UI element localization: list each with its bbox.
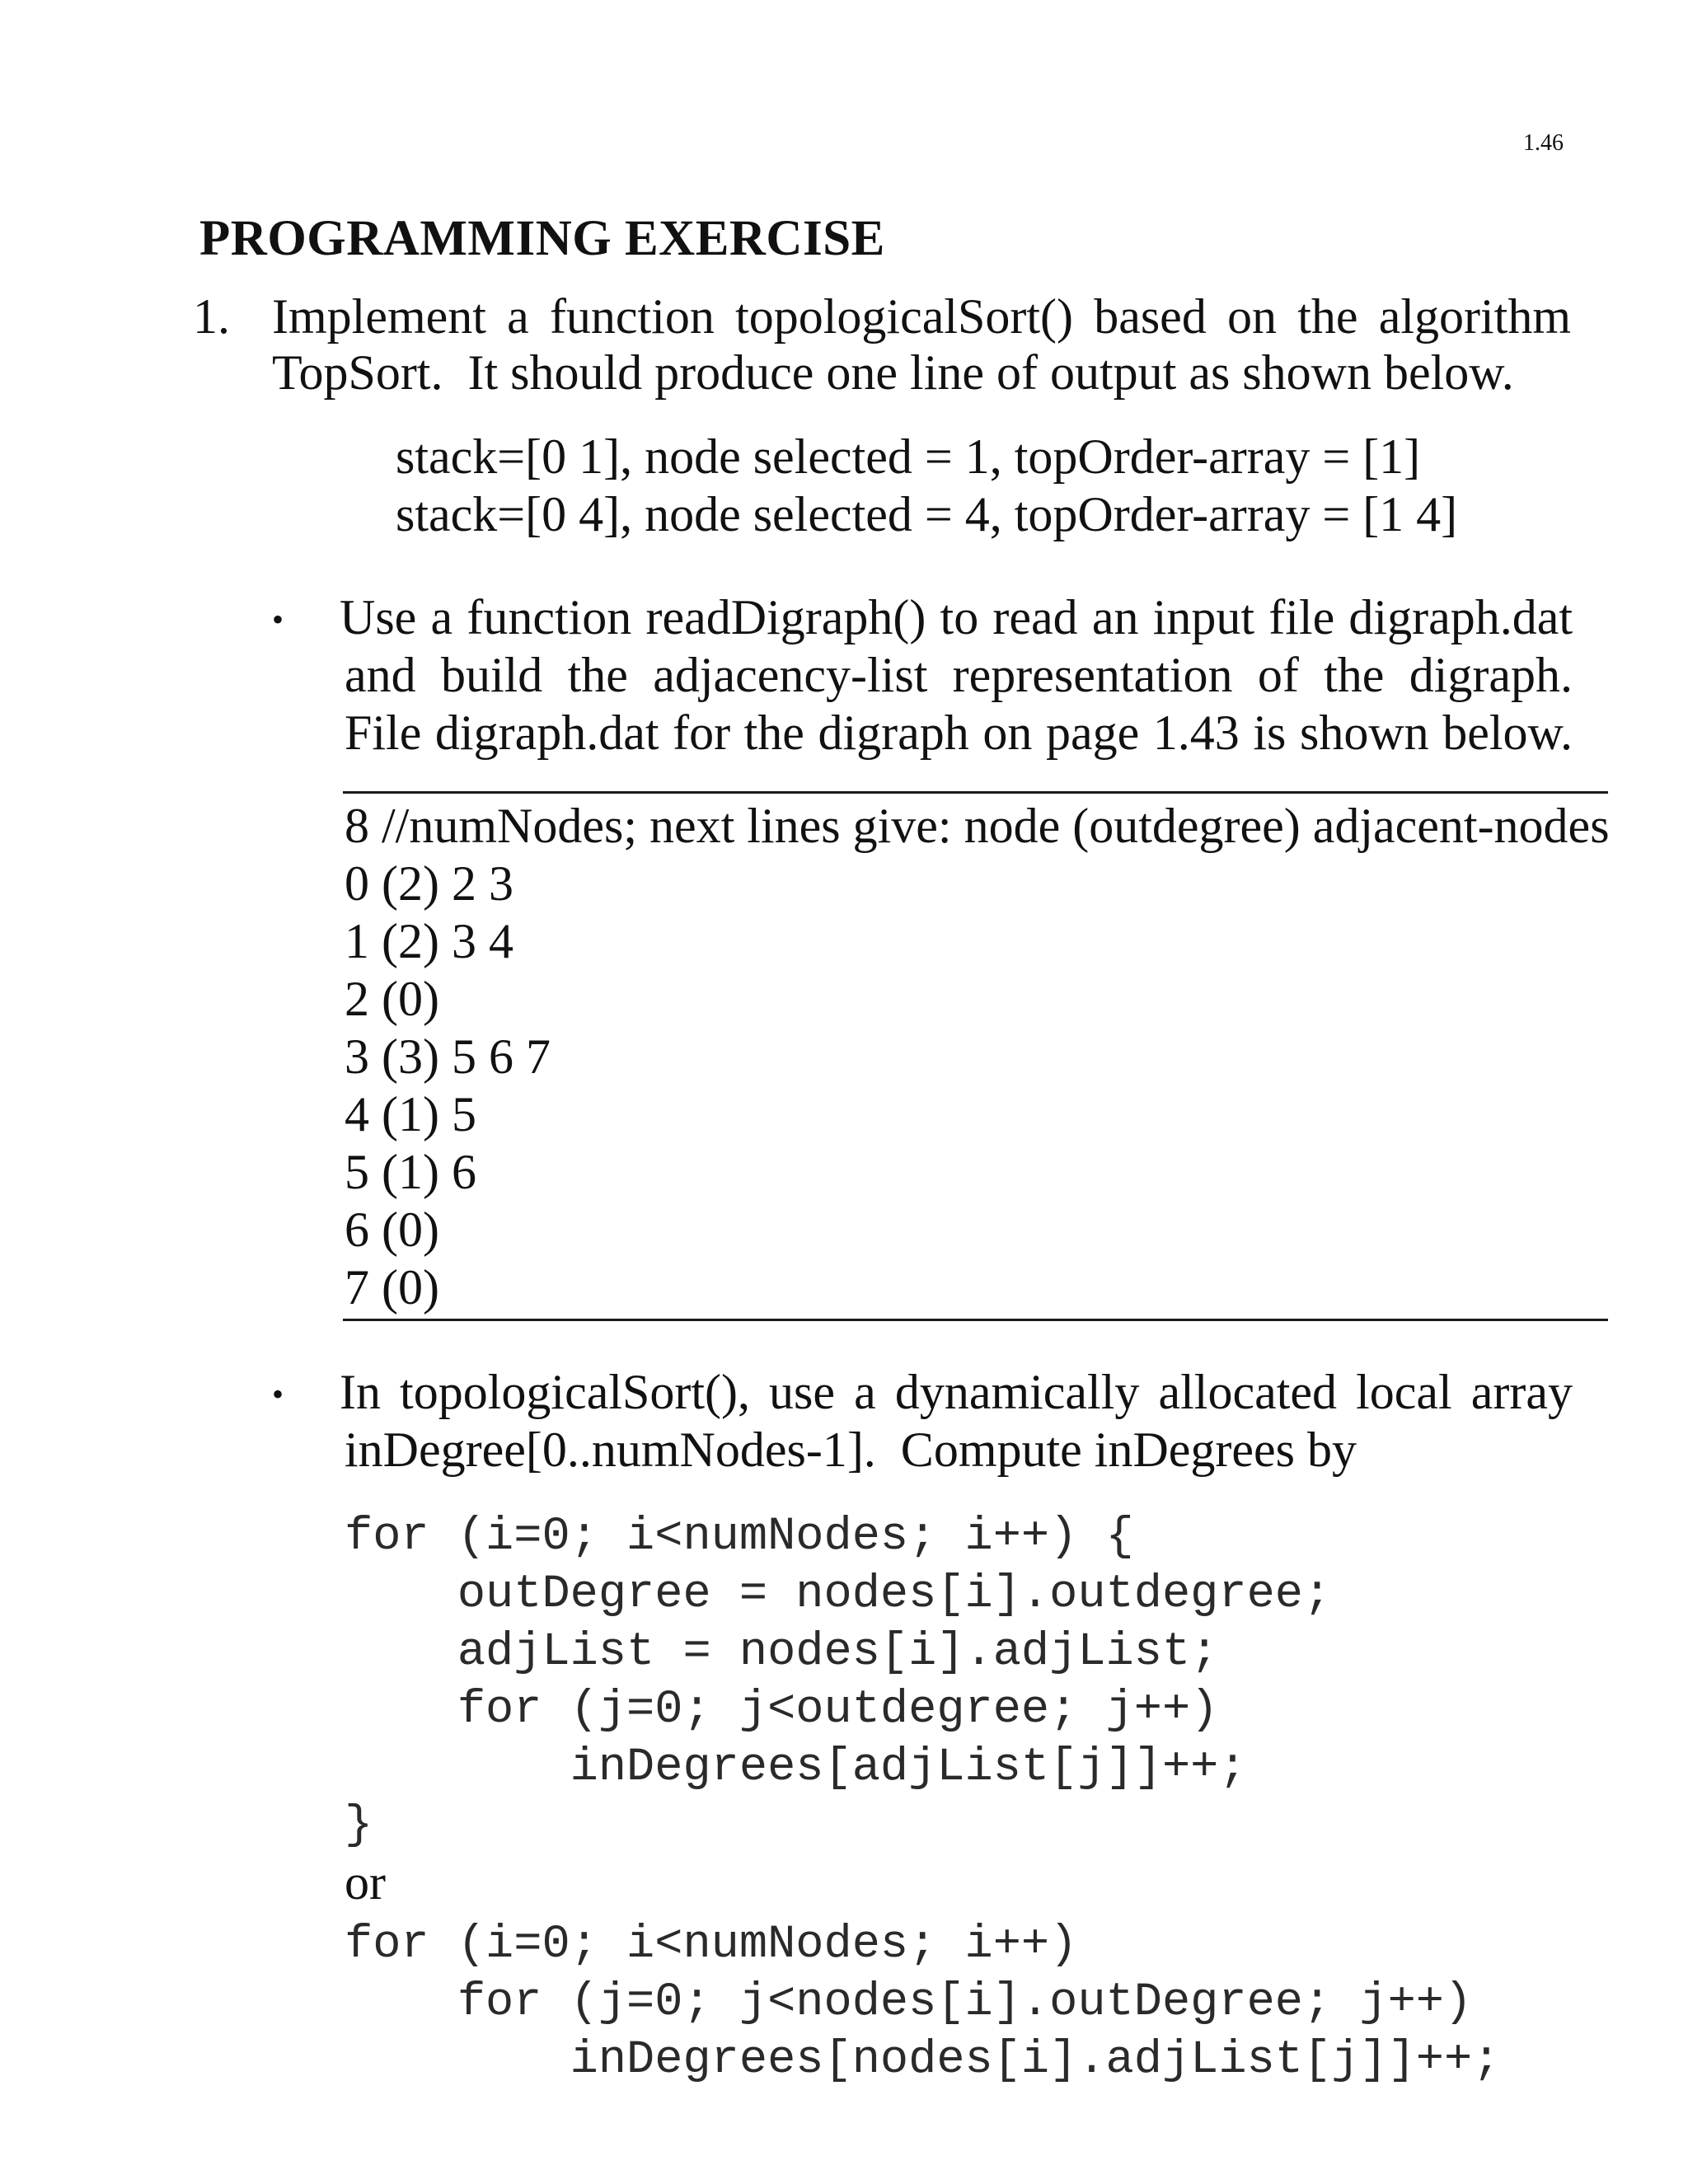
bullet-text-line: inDegree[0..numNodes-1]. Compute inDegrees by bbox=[345, 1422, 1357, 1477]
code-line: for (j=0; j<nodes[i].outDegree; j++) bbox=[345, 1976, 1473, 2029]
code-line: inDegrees[adjList[j]]++; bbox=[345, 1741, 1247, 1794]
page-number: 1.46 bbox=[1523, 130, 1564, 156]
exercise-text-line: Implement a function topologicalSort() based on the algorithm bbox=[272, 289, 1571, 344]
code-line: inDegrees[nodes[i].adjList[j]]++; bbox=[345, 2034, 1501, 2087]
file-line: 1 (2) 3 4 bbox=[345, 914, 513, 968]
file-line: 7 (0) bbox=[345, 1260, 439, 1315]
section-title: PROGRAMMING EXERCISE bbox=[199, 211, 885, 266]
or-connector: or bbox=[345, 1855, 386, 1910]
sample-output-line: stack=[0 1], node selected = 1, topOrder-array = [1] bbox=[396, 429, 1421, 484]
file-line: 0 (2) 2 3 bbox=[345, 856, 513, 911]
code-line: for (i=0; i<numNodes; i++) bbox=[345, 1919, 1078, 1971]
code-line: adjList = nodes[i].adjList; bbox=[345, 1626, 1219, 1679]
code-line: for (j=0; j<outdegree; j++) bbox=[345, 1684, 1219, 1736]
bullet-marker: • bbox=[272, 601, 284, 638]
file-line: 8 //numNodes; next lines give: node (outdegree) adjacent-nodes bbox=[345, 799, 1610, 853]
file-line: 3 (3) 5 6 7 bbox=[345, 1029, 551, 1084]
code-line: outDegree = nodes[i].outdegree; bbox=[345, 1568, 1332, 1621]
sample-output-line: stack=[0 4], node selected = 4, topOrder-array = [1 4] bbox=[396, 487, 1458, 541]
file-bottom-rule bbox=[343, 1319, 1608, 1321]
bullet-text-line: and build the adjacency-list representation of the digraph. bbox=[345, 648, 1573, 702]
code-line: } bbox=[345, 1799, 373, 1852]
code-line: for (i=0; i<numNodes; i++) { bbox=[345, 1511, 1134, 1563]
file-top-rule bbox=[343, 791, 1608, 794]
bullet-text-line: Use a function readDigraph() to read an input file digraph.dat bbox=[340, 590, 1573, 644]
file-line: 4 (1) 5 bbox=[345, 1087, 476, 1141]
bullet-text-line: File digraph.dat for the digraph on page 1.43 is shown below. bbox=[345, 705, 1573, 760]
file-line: 6 (0) bbox=[345, 1202, 439, 1257]
exercise-number: 1. bbox=[193, 289, 230, 344]
exercise-text-line: TopSort. It should produce one line of output as shown below. bbox=[272, 345, 1514, 400]
file-line: 5 (1) 6 bbox=[345, 1145, 476, 1199]
bullet-text-line: In topologicalSort(), use a dynamically allocated local array bbox=[340, 1365, 1573, 1419]
bullet-marker: • bbox=[272, 1376, 284, 1413]
file-line: 2 (0) bbox=[345, 972, 439, 1026]
